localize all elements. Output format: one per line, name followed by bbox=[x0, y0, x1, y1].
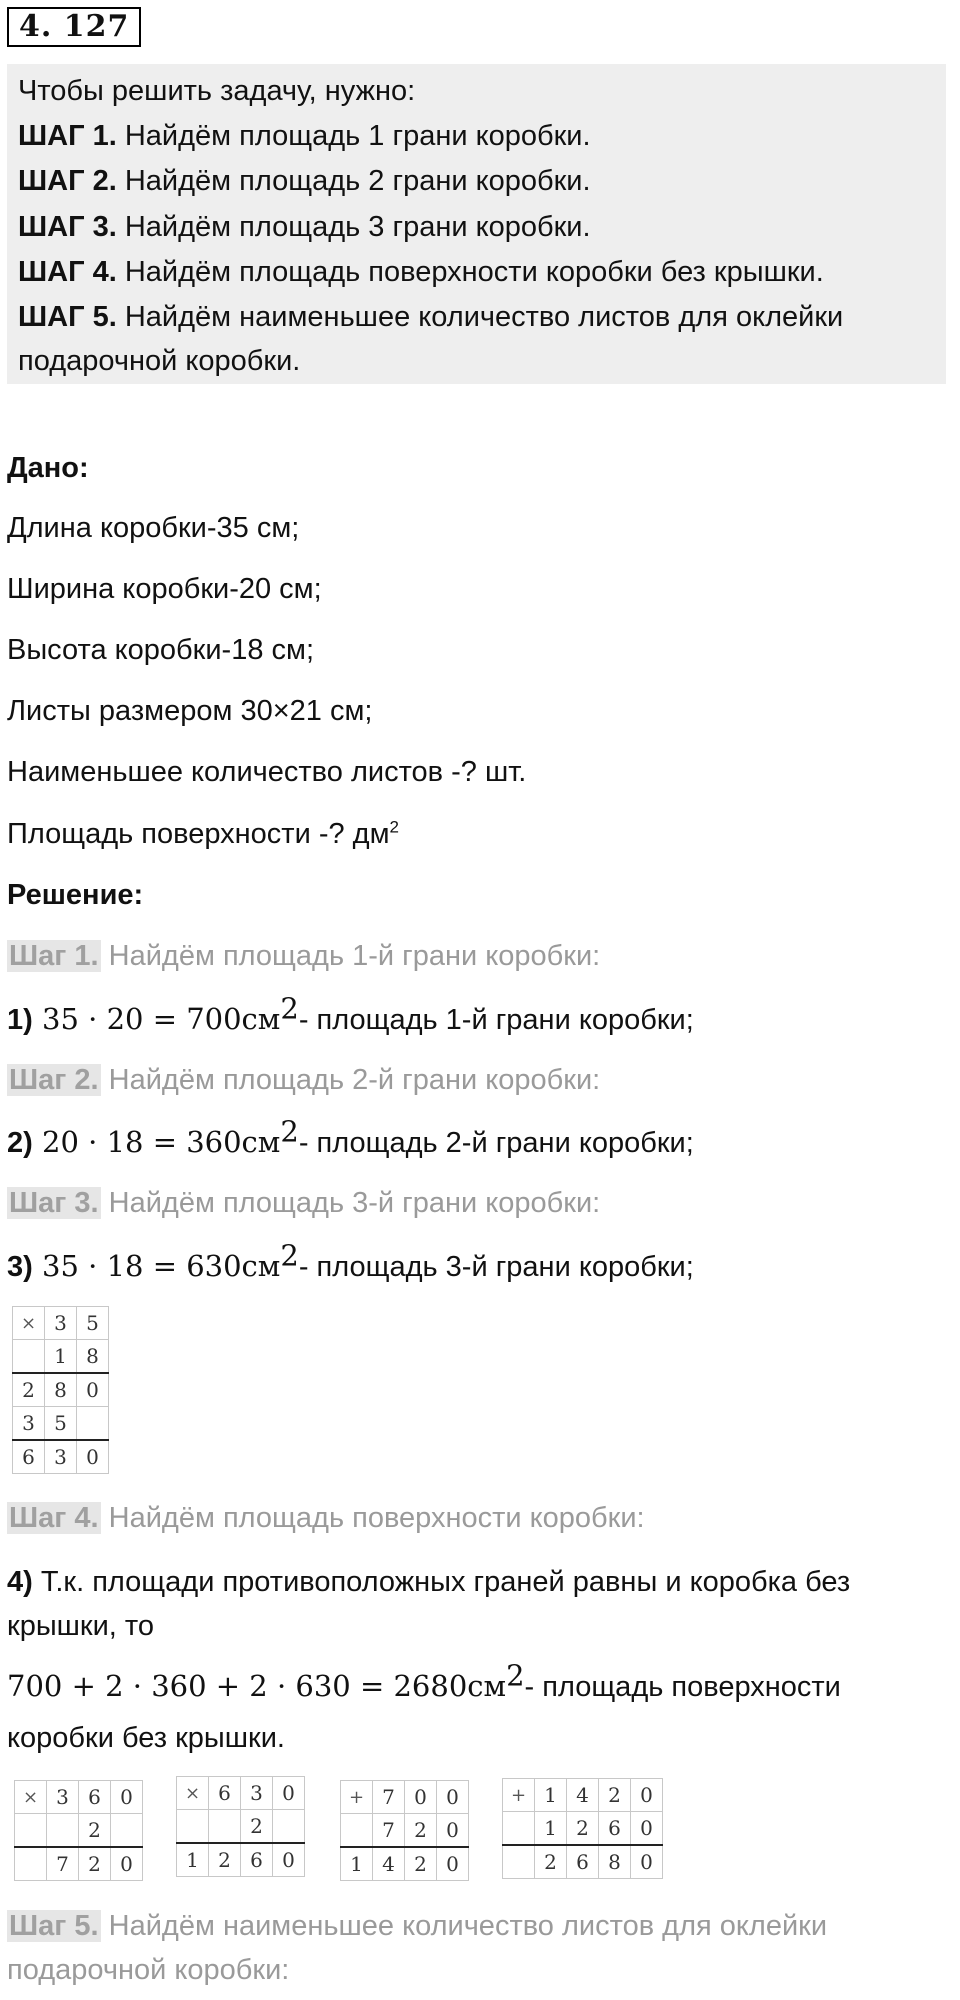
grid-cell: 6 bbox=[599, 1812, 631, 1846]
multiplication-360x2 bbox=[14, 1780, 143, 1881]
grid-cell: 0 bbox=[111, 1781, 143, 1814]
given-height: Высота коробки-18 см; bbox=[7, 634, 315, 666]
grid-cell: 7 bbox=[373, 1781, 405, 1814]
calc-4-line-4: коробки без крышки. bbox=[7, 1722, 285, 1754]
grid-cell: 5 bbox=[77, 1307, 109, 1340]
grid-cell: 0 bbox=[111, 1847, 143, 1881]
grid-cell: 1 bbox=[45, 1340, 77, 1374]
grid-cell: 4 bbox=[373, 1847, 405, 1881]
grid-cell: 3 bbox=[45, 1307, 77, 1340]
plan-step-5-continued: подарочной коробки. bbox=[18, 345, 301, 377]
grid-cell: 8 bbox=[45, 1373, 77, 1407]
grid-cell: 2 bbox=[405, 1814, 437, 1848]
calc-4-line-3: $700 + 2 \cdot 360 + 2 \cdot 630 = 2680см^2-$ площадь поверхности bbox=[7, 1658, 841, 1703]
plan-step-4: ШАГ 4. Найдём площадь поверхности коробки без крышки. bbox=[18, 256, 824, 288]
grid-cell: 0 bbox=[631, 1845, 663, 1879]
calc-3: 3) $35 \cdot 18 = 630см^2-$ площадь 3-й грани коробки; bbox=[7, 1238, 694, 1283]
grid-cell: 0 bbox=[437, 1847, 469, 1881]
solution-plan-box bbox=[7, 64, 946, 384]
grid-cell: 1 bbox=[341, 1847, 373, 1881]
grid-cell: 0 bbox=[437, 1814, 469, 1848]
grid-cell: 2 bbox=[79, 1814, 111, 1848]
grid-cell bbox=[503, 1845, 535, 1879]
grid-cell: 6 bbox=[13, 1440, 45, 1474]
given-sheet-count: Наименьшее количество листов -? шт. bbox=[7, 756, 527, 788]
grid-cell bbox=[47, 1814, 79, 1848]
plan-step-3: ШАГ 3. Найдём площадь 3 грани коробки. bbox=[18, 211, 591, 243]
given-width: Ширина коробки-20 см; bbox=[7, 573, 322, 605]
plan-step-1: ШАГ 1. Найдём площадь 1 грани коробки. bbox=[18, 120, 591, 152]
multiplication-35x18 bbox=[12, 1306, 109, 1474]
grid-cell: 2 bbox=[405, 1847, 437, 1881]
given-length: Длина коробки-35 см; bbox=[7, 512, 300, 544]
grid-cell: 4 bbox=[567, 1779, 599, 1812]
grid-cell bbox=[15, 1847, 47, 1881]
grid-cell: 0 bbox=[631, 1779, 663, 1812]
grid-cell: 0 bbox=[77, 1440, 109, 1474]
grid-cell bbox=[503, 1812, 535, 1846]
grid-cell bbox=[341, 1814, 373, 1848]
grid-cell: 3 bbox=[241, 1777, 273, 1810]
addition-700-720 bbox=[340, 1780, 469, 1881]
grid-cell: 2 bbox=[567, 1812, 599, 1846]
grid-cell: 2 bbox=[209, 1843, 241, 1877]
multiplication-630x2 bbox=[176, 1776, 305, 1877]
grid-cell: 6 bbox=[209, 1777, 241, 1810]
grid-cell: × bbox=[13, 1307, 45, 1340]
solution-heading: Решение: bbox=[7, 879, 144, 911]
calc-4-line-1: 4) Т.к. площади противоположных граней равны и коробка без bbox=[7, 1566, 851, 1598]
grid-cell: 0 bbox=[273, 1777, 305, 1810]
grid-cell: 1 bbox=[535, 1779, 567, 1812]
grid-cell: 8 bbox=[77, 1340, 109, 1374]
grid-cell: × bbox=[15, 1781, 47, 1814]
grid-cell: 2 bbox=[241, 1810, 273, 1844]
grid-cell: 7 bbox=[47, 1847, 79, 1881]
grid-cell bbox=[273, 1810, 305, 1844]
step-1-heading: Шаг 1. Найдём площадь 1-й грани коробки: bbox=[9, 940, 601, 972]
given-sheet-size: Листы размером 30×21 см; bbox=[7, 695, 373, 727]
grid-cell: 6 bbox=[79, 1781, 111, 1814]
grid-cell: 0 bbox=[77, 1373, 109, 1407]
grid-cell: 2 bbox=[13, 1373, 45, 1407]
given-heading: Дано: bbox=[7, 452, 89, 484]
step-3-heading: Шаг 3. Найдём площадь 3-й грани коробки: bbox=[9, 1187, 601, 1219]
step-2-heading: Шаг 2. Найдём площадь 2-й грани коробки: bbox=[9, 1064, 601, 1096]
grid-cell bbox=[177, 1810, 209, 1844]
calc-2: 2) $20 \cdot 18 = 360см^2-$ площадь 2-й грани коробки; bbox=[7, 1114, 694, 1159]
grid-cell: 5 bbox=[45, 1407, 77, 1441]
grid-cell: 6 bbox=[567, 1845, 599, 1879]
problem-number: 4. 127 bbox=[7, 7, 141, 47]
grid-cell bbox=[111, 1814, 143, 1848]
grid-cell: 2 bbox=[535, 1845, 567, 1879]
grid-cell: 0 bbox=[631, 1812, 663, 1846]
grid-cell: 1 bbox=[535, 1812, 567, 1846]
grid-cell: 2 bbox=[599, 1779, 631, 1812]
grid-cell: 7 bbox=[373, 1814, 405, 1848]
grid-cell: 3 bbox=[47, 1781, 79, 1814]
plan-intro: Чтобы решить задачу, нужно: bbox=[18, 75, 416, 107]
grid-cell: + bbox=[503, 1779, 535, 1812]
step-4-heading: Шаг 4. Найдём площадь поверхности коробки: bbox=[9, 1502, 645, 1534]
step-5-heading: Шаг 5. Найдём наименьшее количество листов для оклейки bbox=[9, 1910, 828, 1942]
given-surface-area: Площадь поверхности -? $дм^2$ bbox=[7, 817, 399, 850]
addition-1420-1260 bbox=[502, 1778, 663, 1879]
calc-4-line-2: крышки, то bbox=[7, 1610, 155, 1642]
step-5-heading-continued: подарочной коробки: bbox=[7, 1954, 290, 1986]
grid-cell: 0 bbox=[405, 1781, 437, 1814]
grid-cell: 0 bbox=[273, 1843, 305, 1877]
grid-cell bbox=[13, 1340, 45, 1374]
grid-cell: + bbox=[341, 1781, 373, 1814]
grid-cell: × bbox=[177, 1777, 209, 1810]
grid-cell: 2 bbox=[79, 1847, 111, 1881]
grid-cell: 6 bbox=[241, 1843, 273, 1877]
plan-step-2: ШАГ 2. Найдём площадь 2 грани коробки. bbox=[18, 165, 591, 197]
grid-cell bbox=[77, 1407, 109, 1441]
grid-cell: 3 bbox=[45, 1440, 77, 1474]
grid-cell bbox=[209, 1810, 241, 1844]
grid-cell: 1 bbox=[177, 1843, 209, 1877]
grid-cell: 0 bbox=[437, 1781, 469, 1814]
calc-1: 1) $35 \cdot 20 = 700см^2-$ площадь 1-й грани коробки; bbox=[7, 991, 694, 1036]
grid-cell: 8 bbox=[599, 1845, 631, 1879]
grid-cell: 3 bbox=[13, 1407, 45, 1441]
plan-step-5: ШАГ 5. Найдём наименьшее количество листов для оклейки bbox=[18, 301, 844, 333]
grid-cell bbox=[15, 1814, 47, 1848]
